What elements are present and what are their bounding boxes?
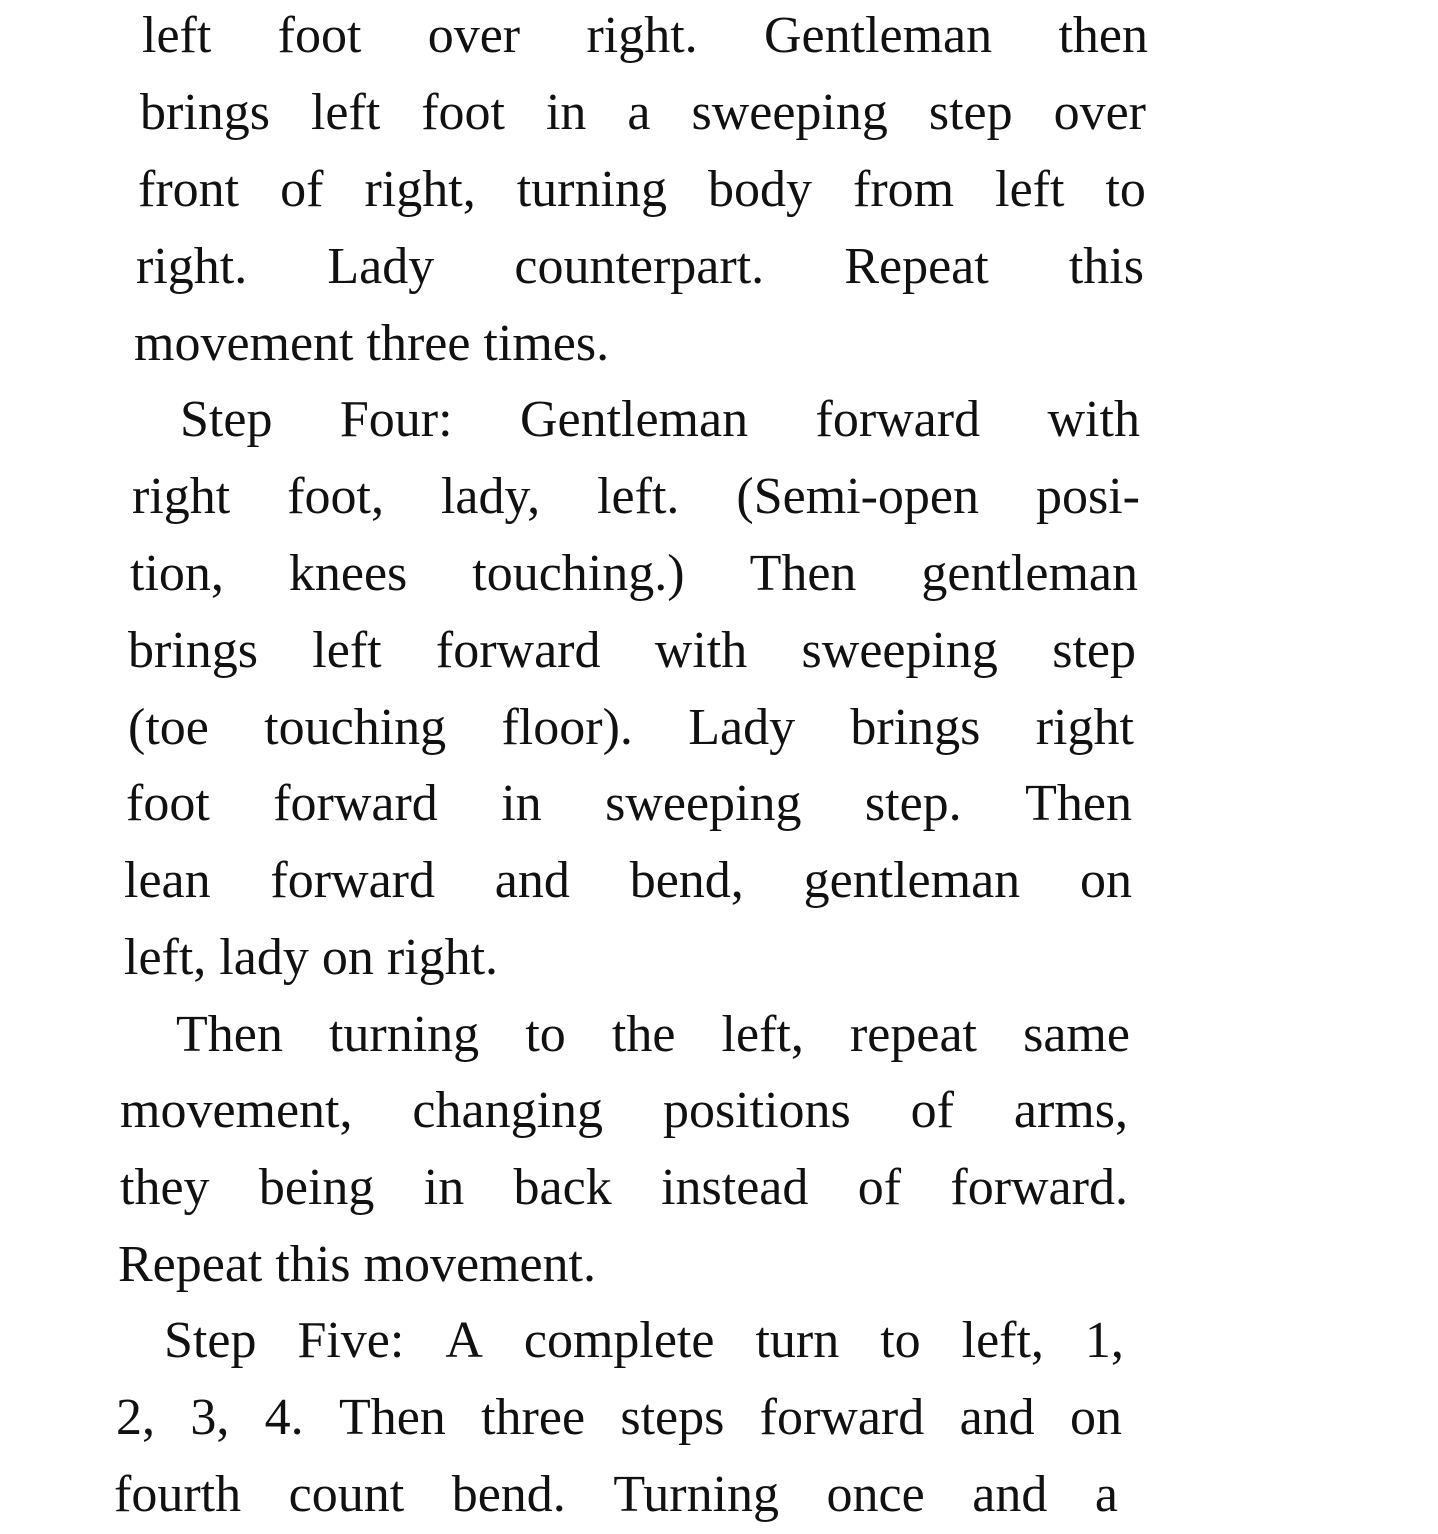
word: Then (176, 1006, 283, 1063)
word: count (288, 1466, 405, 1523)
word: the (611, 1006, 676, 1063)
word: three (481, 1389, 586, 1446)
text-line (130, 544, 1138, 604)
word: left, (721, 1006, 804, 1063)
word: turn (755, 1312, 840, 1369)
word: right. (136, 238, 248, 295)
word: right, (364, 161, 476, 218)
word: of (910, 1082, 954, 1139)
word: Step (164, 1312, 257, 1369)
word: repeat (849, 1006, 977, 1063)
word: a (1094, 1466, 1118, 1523)
word: to (880, 1312, 921, 1369)
text-line (120, 1081, 1128, 1141)
word: sweeping (691, 84, 888, 141)
text-line (120, 1158, 1128, 1218)
text-line (116, 1388, 1122, 1448)
word: foot, (287, 468, 384, 525)
word: Repeat (844, 238, 989, 295)
word: Then (338, 1389, 446, 1446)
word: in (545, 84, 587, 141)
word: once (826, 1466, 925, 1523)
word: 3, (190, 1389, 230, 1446)
word: sweeping (801, 622, 998, 679)
word: forward (435, 622, 601, 679)
word: front (138, 161, 240, 218)
word: complete (523, 1312, 715, 1369)
word: 2, (116, 1389, 155, 1446)
text-line (128, 698, 1134, 758)
word: knees (288, 545, 408, 602)
word: left, (961, 1312, 1044, 1369)
word: right (132, 468, 231, 525)
word: gentleman (921, 545, 1138, 602)
word: instead (661, 1159, 809, 1216)
word: (Semi-open (736, 468, 979, 525)
word: right. (586, 7, 698, 64)
word: in (501, 775, 542, 832)
word: same (1023, 1006, 1130, 1063)
word: 1, (1084, 1312, 1124, 1369)
word: this (1068, 238, 1144, 295)
word: movement, (120, 1082, 353, 1139)
word: Lady (688, 699, 796, 756)
word: over (1053, 84, 1146, 141)
word: with (654, 622, 748, 679)
word: arms, (1013, 1082, 1128, 1139)
text-line (128, 621, 1136, 681)
word: right (1035, 699, 1134, 756)
text-line (124, 851, 1132, 911)
word: with (1047, 391, 1140, 448)
word: floor). (501, 699, 633, 756)
word: brings (140, 84, 270, 141)
text-line (136, 237, 1144, 297)
word: left (310, 84, 381, 141)
word: to (1105, 161, 1146, 218)
text-line: movement three times. (134, 315, 610, 372)
word: forward (270, 852, 435, 909)
text-line (138, 160, 1146, 220)
word: turning (328, 1006, 480, 1063)
word: step. (864, 775, 962, 832)
word: and (972, 1466, 1048, 1523)
word: sweeping (605, 775, 802, 832)
word: of (857, 1159, 902, 1216)
word: touching (264, 699, 447, 756)
text-line: left, lady on right. (124, 929, 499, 986)
word: bend. (451, 1466, 566, 1523)
text-line (142, 6, 1148, 66)
word: bend, (629, 852, 744, 909)
word: on (1069, 1389, 1122, 1446)
word: fourth (114, 1466, 242, 1523)
word: lean (124, 852, 211, 909)
word: steps (620, 1389, 725, 1446)
word: gentleman (803, 852, 1021, 909)
word: (toe (128, 699, 209, 756)
word: then (1058, 7, 1148, 64)
word: forward (815, 391, 981, 448)
word: tion, (130, 545, 224, 602)
word: from (853, 161, 955, 218)
word: posi- (1035, 468, 1140, 525)
word: forward (759, 1389, 925, 1446)
word: back (513, 1159, 612, 1216)
text-line (114, 1465, 1118, 1525)
word: Then (1025, 775, 1132, 832)
word: Gentleman (519, 391, 749, 448)
word: Four: (339, 391, 453, 448)
word: left. (597, 468, 680, 525)
word: lady, (440, 468, 541, 525)
word: step (1052, 622, 1136, 679)
word: positions (662, 1082, 851, 1139)
word: Gentleman (764, 7, 993, 64)
word: touching.) (472, 545, 685, 602)
word: Turning (613, 1466, 780, 1523)
word: step (928, 84, 1013, 141)
word: foot (126, 775, 210, 832)
text-line (180, 390, 1140, 450)
word: left (142, 7, 212, 64)
word: and (494, 852, 570, 909)
word: Then (749, 545, 857, 602)
word: brings (850, 699, 981, 756)
word: in (423, 1159, 465, 1216)
text-line: Repeat this movement. (118, 1236, 597, 1293)
word: forward (273, 775, 438, 832)
word: forward. (950, 1159, 1128, 1216)
text-line (176, 1005, 1130, 1065)
word: to (525, 1006, 566, 1063)
word: foot (277, 7, 362, 64)
word: Lady (327, 238, 435, 295)
word: left (312, 622, 382, 679)
word: a (627, 84, 651, 141)
word: Step (180, 391, 273, 448)
text-line (126, 774, 1132, 834)
word: they (120, 1159, 210, 1216)
word: 4. (264, 1389, 304, 1446)
word: foot (421, 84, 505, 141)
text-line (140, 83, 1146, 143)
text-line (164, 1311, 1124, 1371)
word: of (280, 161, 324, 218)
text-line (132, 467, 1140, 527)
word: turning (516, 161, 667, 218)
word: left (995, 161, 1065, 218)
word: and (959, 1389, 1035, 1446)
word: A (445, 1312, 483, 1369)
word: Five: (297, 1312, 405, 1369)
word: body (707, 161, 812, 218)
word: over (427, 7, 521, 64)
word: counterpart. (514, 238, 765, 295)
word: on (1079, 852, 1132, 909)
word: brings (128, 622, 258, 679)
word: changing (412, 1082, 604, 1139)
word: being (258, 1159, 375, 1216)
